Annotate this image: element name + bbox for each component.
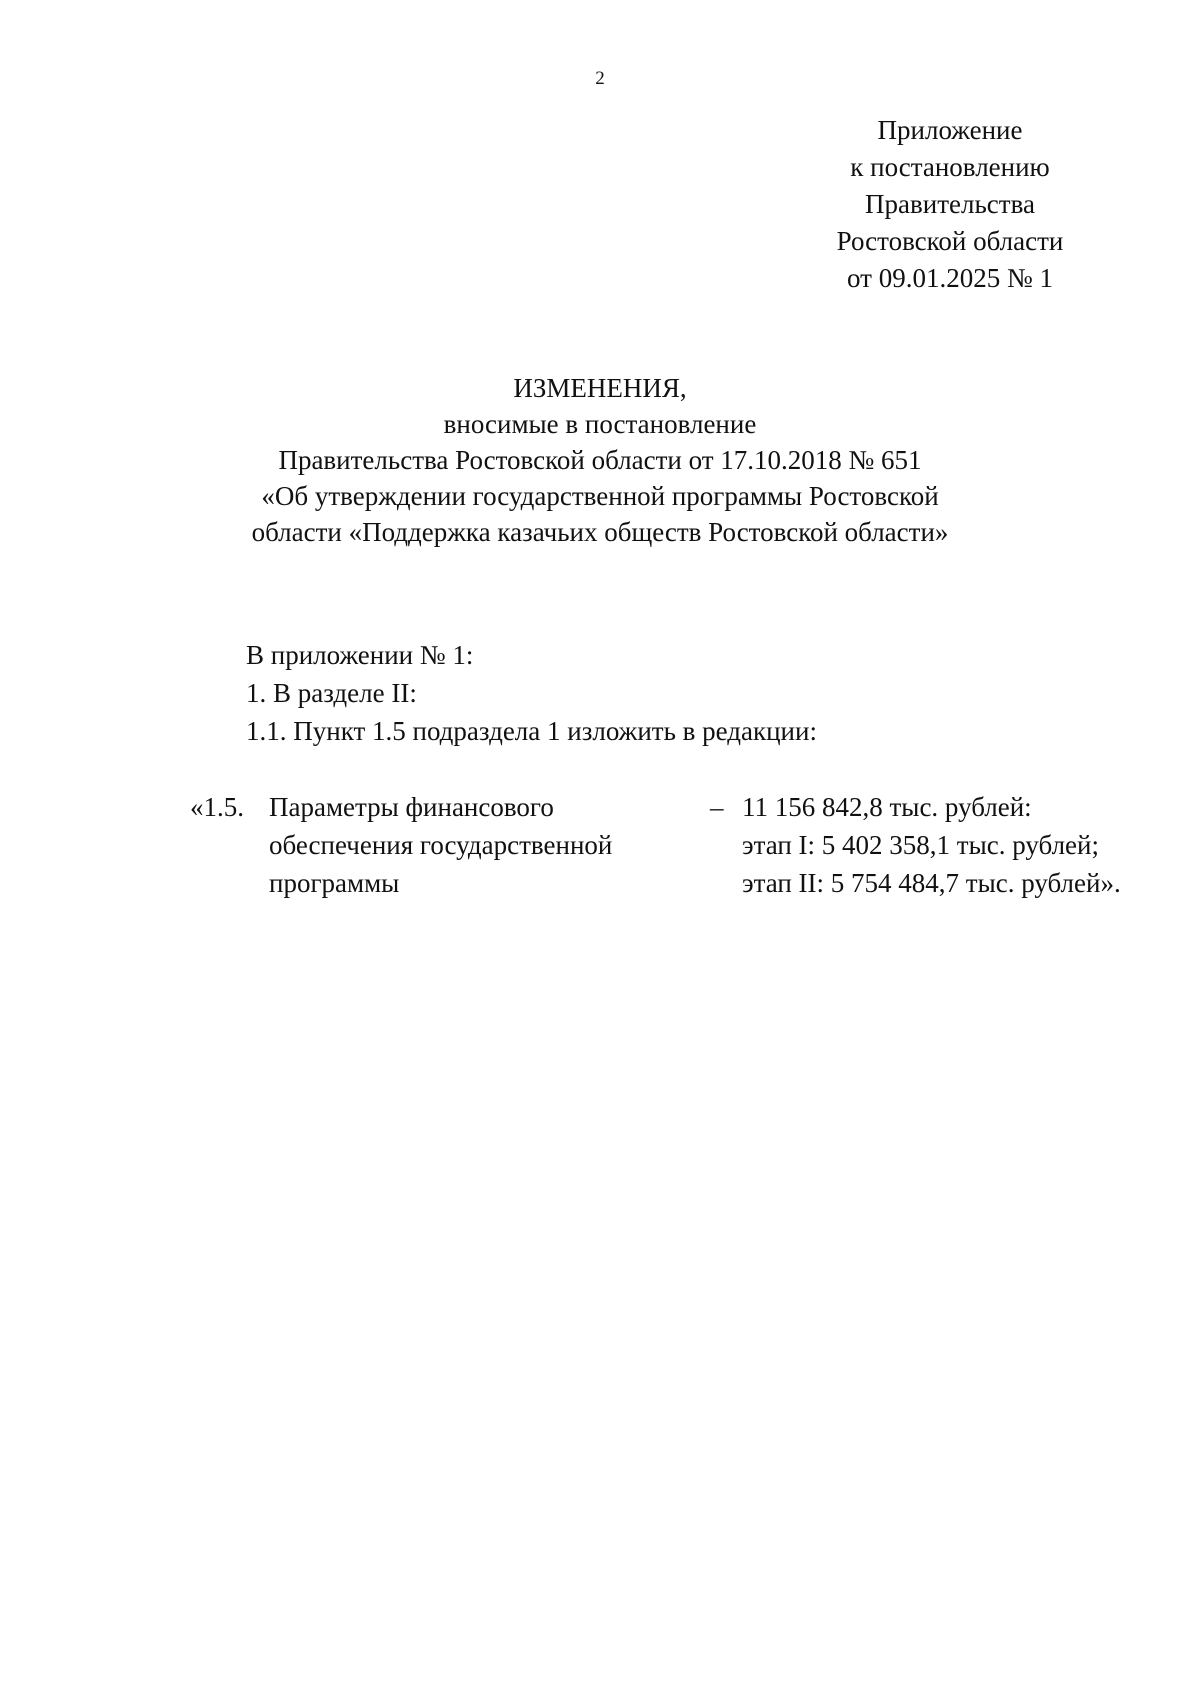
title-line: вносимые в постановление — [443, 409, 757, 439]
amendment-instructions — [246, 636, 817, 750]
title-line: области «Поддержка казачьих обществ Ростовской области» — [251, 517, 949, 547]
appendix-line: Правительства — [865, 189, 1035, 219]
title-line: «Об утверждении государственной программы Ростовской — [261, 481, 939, 511]
appendix-line: Приложение — [877, 115, 1023, 145]
parameter-label-line: программы — [269, 868, 400, 898]
parameter-label-line: Параметры финансового — [269, 792, 554, 822]
appendix-date-line: от 09.01.2025 № 1 — [847, 263, 1053, 293]
parameter-label — [269, 788, 669, 902]
parameter-label-line: обеспечения государственной — [269, 830, 613, 860]
instruction-line: В приложении № 1: — [246, 640, 474, 670]
title-heading: ИЗМЕНЕНИЯ, — [513, 373, 687, 403]
parameter-value-total: 11 156 842,8 тыс. рублей: — [742, 792, 1032, 822]
parameter-values — [742, 788, 1121, 902]
parameter-number: «1.5. — [190, 792, 244, 822]
instruction-line: 1. В разделе II: — [246, 678, 417, 708]
appendix-line: Ростовской области — [836, 226, 1064, 256]
appendix-line: к постановлению — [850, 152, 1050, 182]
parameter-value-stage-2: этап II: 5 754 484,7 тыс. рублей». — [742, 868, 1121, 898]
parameter-value-stage-1: этап I: 5 402 358,1 тыс. рублей; — [742, 830, 1099, 860]
parameter-dash: – — [710, 792, 724, 822]
instruction-line: 1.1. Пункт 1.5 подраздела 1 изложить в редакции: — [246, 716, 817, 746]
title-line: Правительства Ростовской области от 17.10.2018 № 651 — [278, 445, 922, 475]
appendix-heading — [790, 112, 1110, 297]
document-title — [160, 370, 1040, 550]
page-number: 2 — [595, 68, 605, 89]
